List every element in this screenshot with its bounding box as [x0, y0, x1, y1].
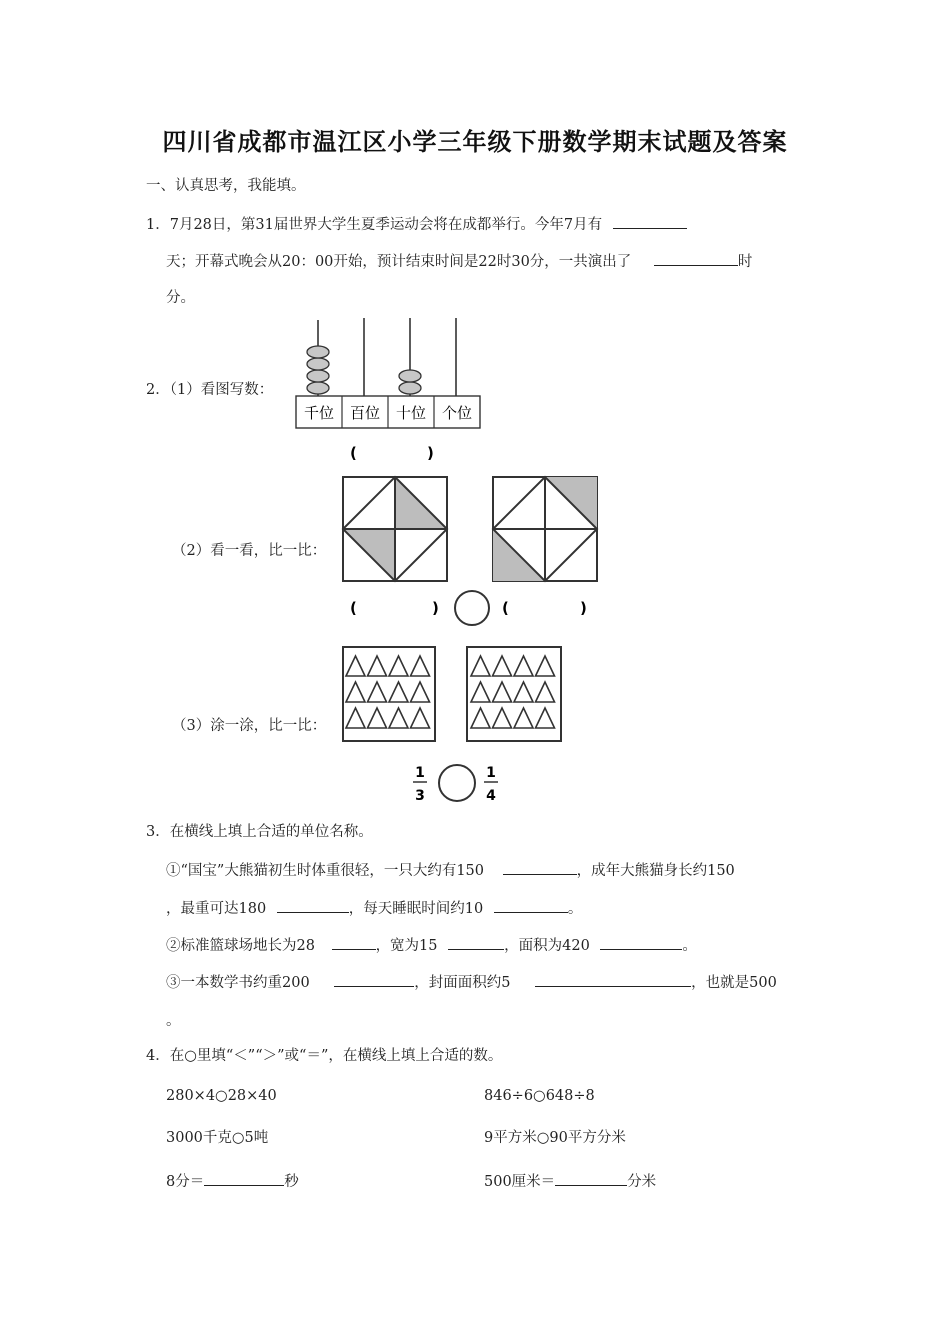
q3-blank[interactable]	[503, 860, 577, 875]
q1-blank-days[interactable]	[613, 214, 687, 229]
q4-item	[484, 1171, 656, 1192]
fraction-left-numerator: 1	[415, 765, 425, 781]
paren-close: )	[432, 599, 439, 617]
q1-line1	[146, 214, 687, 235]
q1-text-2: 天；开幕式晚会从20：00开始，预计结束时间是22时30分，一共演出了	[166, 254, 632, 270]
q3-text: ，也就是500	[691, 975, 777, 991]
q3-text: ，面积为420	[504, 938, 590, 954]
q3-line-b	[166, 935, 697, 956]
q4-blank[interactable]	[555, 1171, 627, 1186]
q4-text: 8分＝	[166, 1174, 205, 1190]
compare-circle[interactable]	[455, 591, 489, 625]
right-square-shape	[493, 477, 597, 581]
abacus-bead	[307, 358, 329, 370]
q1-text-hour: 时	[737, 254, 753, 270]
q3-blank[interactable]	[600, 935, 682, 950]
q3-text: ，成年大熊猫身长约150	[576, 863, 735, 879]
abacus-bead	[307, 346, 329, 358]
abacus-bead	[399, 370, 421, 382]
q3-text: ，封面面积约5	[414, 975, 511, 991]
q4-item	[166, 1171, 299, 1192]
q1-line2	[166, 251, 752, 272]
q3-blank[interactable]	[494, 898, 568, 913]
q3-text: ，每天睡眠时间约10	[348, 901, 484, 917]
abacus-bead	[307, 370, 329, 382]
q2-p1-label: 2．（1）看图写数：	[146, 382, 274, 398]
abacus-bead	[399, 382, 421, 394]
q2-p3-label: （3）涂一涂，比一比：	[172, 718, 327, 734]
left-square-shape	[343, 477, 447, 581]
q3-line-c	[166, 972, 777, 993]
triangles-fraction-figure	[340, 644, 564, 808]
paren-close: )	[580, 599, 587, 617]
q3-line-c2: 。	[166, 1013, 181, 1029]
q3-text: 。	[567, 901, 583, 917]
q3-text: ③一本数学书约重200	[166, 975, 310, 991]
q3-heading: 3．在横线上填上合适的单位名称。	[146, 824, 373, 840]
fraction-right-numerator: 1	[486, 765, 496, 781]
q3-blank[interactable]	[277, 898, 349, 913]
section-heading: 一、认真思考，我能填。	[146, 178, 306, 194]
paren-open: (	[350, 444, 357, 462]
q1-line3: 分。	[166, 290, 195, 306]
q4-item: 3000千克○5吨	[166, 1130, 269, 1146]
q3-line-a	[166, 860, 735, 881]
q4-heading: 4．在○里填“＜”“＞”或“＝”，在横线上填上合适的数。	[146, 1048, 503, 1064]
abacus-figure	[294, 314, 484, 464]
q1-text-1: 1．7月28日，第31届世界大学生夏季运动会将在成都举行。今年7月有	[146, 217, 603, 233]
q3-text: ②标准篮球场地长为28	[166, 938, 315, 954]
squares-compare-figure	[340, 474, 602, 628]
abacus-place-label: 千位	[303, 404, 335, 422]
q3-blank[interactable]	[332, 935, 376, 950]
abacus-place-label: 个位	[441, 404, 473, 422]
q4-item: 280×4○28×40	[166, 1088, 277, 1104]
paren-open: (	[502, 599, 509, 617]
q2-p2-label: （2）看一看，比一比：	[172, 543, 327, 559]
q4-text: 分米	[627, 1174, 657, 1190]
abacus-place-label: 十位	[395, 404, 427, 422]
q1-blank-duration[interactable]	[654, 251, 738, 266]
paren-close: )	[427, 444, 434, 462]
q4-text: 500厘米＝	[484, 1174, 556, 1190]
abacus-bead	[307, 382, 329, 394]
fraction-right-denominator: 4	[486, 788, 496, 804]
q3-text: ，宽为15	[375, 938, 438, 954]
q3-line-a2	[166, 898, 582, 919]
q3-text: ，最重可达180	[166, 901, 267, 917]
q3-text: 。	[682, 938, 697, 954]
q3-text: ①“国宝”大熊猫初生时体重很轻，一只大约有150	[166, 863, 484, 879]
q4-text: 秒	[284, 1174, 299, 1190]
q3-blank[interactable]	[448, 935, 504, 950]
fraction-left-denominator: 3	[415, 788, 425, 804]
q3-blank[interactable]	[334, 972, 414, 987]
q4-blank[interactable]	[204, 1171, 284, 1186]
q4-item: 9平方米○90平方分米	[484, 1130, 626, 1146]
page-title: 四川省成都市温江区小学三年级下册数学期末试题及答案	[162, 128, 788, 156]
compare-circle[interactable]	[439, 765, 475, 801]
q4-item: 846÷6○648÷8	[484, 1088, 595, 1104]
q3-blank[interactable]	[535, 972, 691, 987]
abacus-place-label: 百位	[349, 404, 381, 422]
paren-open: (	[350, 599, 357, 617]
